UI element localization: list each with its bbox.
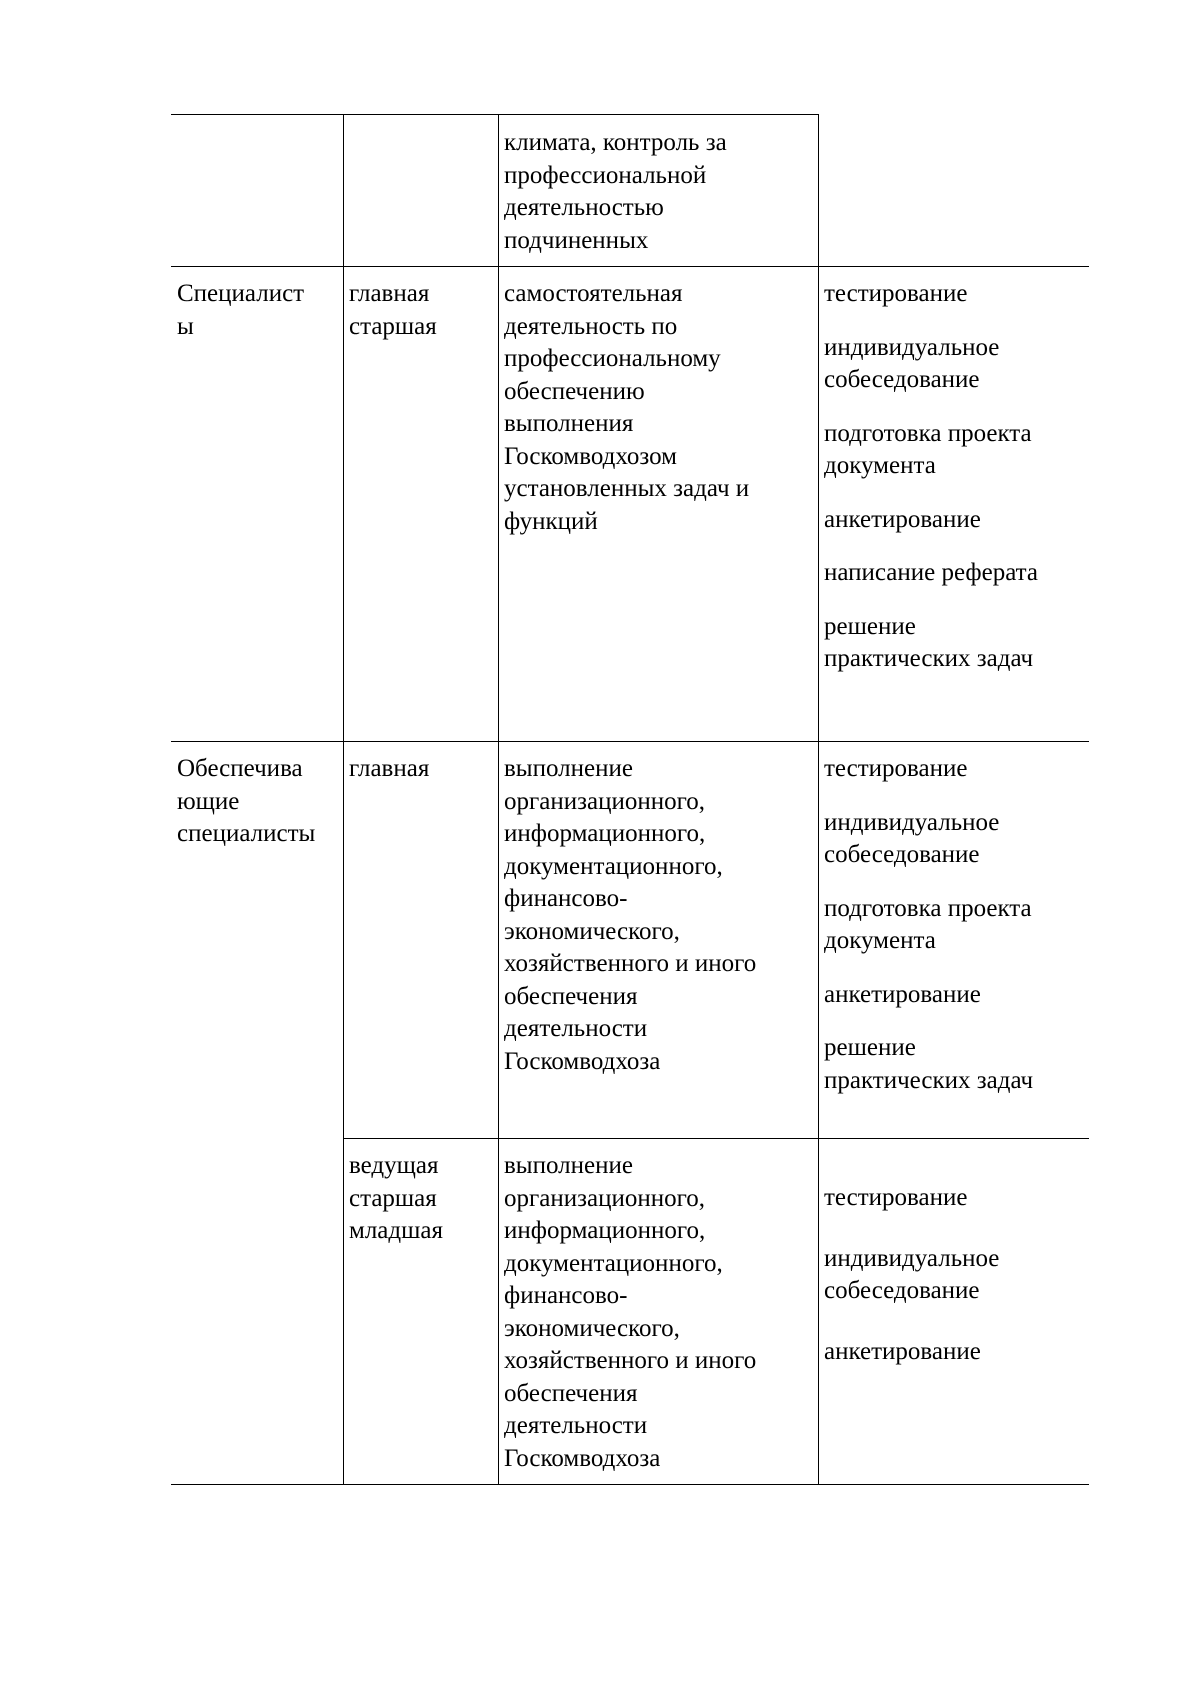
category-cell <box>171 114 343 126</box>
table-row <box>171 741 1089 1138</box>
function-cell: климата, контроль за профессиональной деятельностью подчиненных <box>504 129 727 254</box>
method-item: анкетирование <box>824 505 981 533</box>
category-cell <box>171 1138 343 1150</box>
methods-cell <box>818 741 1089 1097</box>
table-row <box>171 266 1089 741</box>
method-item: индивидуальное собеседование <box>824 333 1000 393</box>
function-cell: самостоятельная деятельность по профессиональному обеспечению выполнения Госкомводхозом установленных задач и функций <box>504 280 750 535</box>
methods-cell <box>818 266 1089 676</box>
method-item: решение практических задач <box>824 612 1034 672</box>
function-cell: выполнение организационного, информационного, документационного, финансово- экономического, хозяйственного и иного обеспечения деятельности Госкомводхоза <box>504 1152 757 1472</box>
method-item: анкетирование <box>824 980 981 1008</box>
methods-cell <box>818 1138 1089 1368</box>
group-cell: главная старшая <box>349 280 437 340</box>
method-item: подготовка проекта документа <box>824 894 1032 954</box>
table-row <box>171 1138 1089 1484</box>
category-cell: Специалист ы <box>177 280 305 340</box>
method-item: индивидуальное собеседование <box>824 808 1000 868</box>
table-bottom-rule <box>171 1484 1089 1485</box>
group-cell: главная <box>349 755 430 782</box>
category-cell: Обеспечива ющие специалисты <box>177 755 316 847</box>
method-item: индивидуальное собеседование <box>824 1244 1000 1304</box>
method-item: тестирование <box>824 755 968 782</box>
group-cell <box>343 114 498 126</box>
method-item: написание реферата <box>824 559 1038 586</box>
method-item: подготовка проекта документа <box>824 419 1032 479</box>
group-cell: ведущая старшая младшая <box>349 1152 443 1244</box>
method-item: тестирование <box>824 1184 968 1211</box>
method-item: тестирование <box>824 280 968 307</box>
method-item: анкетирование <box>824 1337 981 1365</box>
table-row <box>171 114 1089 266</box>
function-cell: выполнение организационного, информационного, документационного, финансово- экономического, хозяйственного и иного обеспечения деятельности Госкомводхоза <box>504 755 757 1075</box>
method-item: решение практических задач <box>824 1034 1034 1094</box>
